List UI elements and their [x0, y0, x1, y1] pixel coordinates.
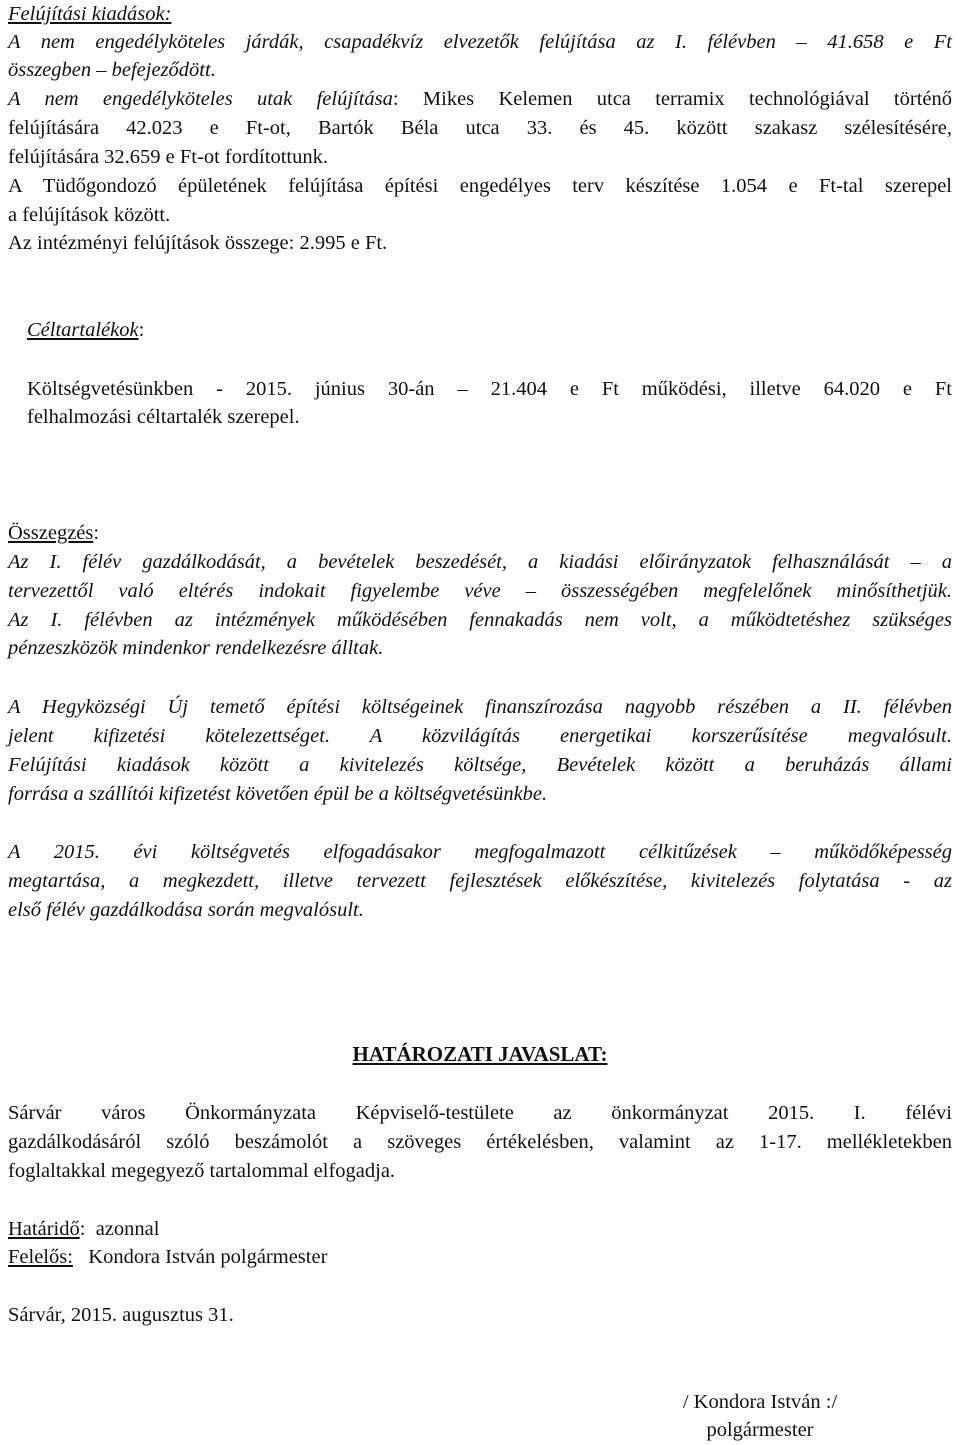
paragraph-line: Költségvetésünkben - 2015. június 30-án – 21.404 e Ft működési, illetve 64.020 e Ft — [27, 378, 952, 400]
section-heading-felujitasi: Felújítási kiadások: — [8, 3, 172, 25]
paragraph-line: gazdálkodásáról szóló beszámolót a szöveges értékelésben, valamint az 1-17. mellékletekben — [8, 1131, 952, 1153]
paragraph-line: felhalmozási céltartalék szerepel. — [27, 406, 300, 428]
responsible-value: Kondora István polgármester — [72, 1246, 328, 1268]
responsible-label: Felelős: — [8, 1246, 73, 1268]
paragraph-line: A 2015. évi költségvetés elfogadásakor megfogalmazott célkitűzések – működőképesség — [8, 841, 952, 863]
paragraph-line: Az I. félév gazdálkodását, a bevételek beszedését, a kiadási előirányzatok felhasználását – a — [8, 551, 952, 573]
paragraph-line: pénzeszközök mindenkor rendelkezésre álltak. — [8, 637, 384, 659]
paragraph-line: jelent kifizetési kötelezettséget. A közvilágítás energetikai korszerűsítése megvalósult. — [8, 725, 952, 747]
paragraph-line: A Tüdőgondozó épületének felújítása építési engedélyes terv készítése 1.054 e Ft-tal szerepel — [8, 175, 952, 197]
section-heading-osszegzes: Összegzés: — [8, 522, 100, 544]
paragraph-line: tervezettől való eltérés indokait figyelembe véve – összességében megfelelőnek minősíthetjük. — [8, 580, 952, 602]
text-run: : Mikes Kelemen utca terramix technológiával történő — [392, 88, 952, 110]
paragraph-line: Felújítási kiadások között a kivitelezés költsége, Bevételek között a beruházás állami — [8, 754, 952, 776]
paragraph-line: A nem engedélyköteles járdák, csapadékvíz elvezetők felújítása az I. félévben – 41.658 e Ft — [8, 31, 952, 53]
paragraph-line: első félév gazdálkodása során megvalósult. — [8, 899, 364, 921]
paragraph-line: felújítására 42.023 e Ft-ot, Bartók Béla utca 33. és 45. között szakasz szélesítésére, — [8, 117, 952, 139]
resolution-title: HATÁROZATI JAVASLAT: — [352, 1042, 608, 1066]
paragraph-line: foglaltakkal megegyező tartalommal elfogadja. — [8, 1160, 396, 1182]
paragraph-line: Sárvár város Önkormányzata Képviselő-testülete az önkormányzat 2015. I. félévi — [8, 1102, 952, 1124]
paragraph-line: a felújítások között. — [8, 204, 171, 226]
signature-name: / Kondora István :/ — [682, 1391, 838, 1413]
deadline-label: Határidő — [8, 1218, 80, 1240]
paragraph-line — [8, 85, 952, 114]
paragraph-line: forrása a szállítói kifizetést követően épül be a költségvetésünkbe. — [8, 783, 548, 805]
place-date: Sárvár, 2015. augusztus 31. — [8, 1304, 234, 1326]
paragraph-line: A Hegyközségi Új temető építési költségeinek finanszírozása nagyobb részében a II. félévben — [8, 696, 952, 718]
signature-title: polgármester — [706, 1419, 814, 1441]
responsible-line — [8, 1243, 327, 1272]
deadline-line: Határidő: azonnal — [8, 1218, 160, 1240]
paragraph-line: Az I. félévben az intézmények működésében fennakadás nem volt, a működtetéshez szükséges — [8, 609, 952, 631]
paragraph-line: megtartása, a megkezdett, illetve tervezett fejlesztések előkészítése, kivitelezés folytatása - az — [8, 870, 952, 892]
paragraph-line: Az intézményi felújítások összege: 2.995 e Ft. — [8, 232, 388, 254]
paragraph-line: felújítására 32.659 e Ft-ot fordítottunk. — [8, 146, 328, 168]
paragraph-line: összegben – befejeződött. — [8, 59, 216, 81]
italic-run: A nem engedélyköteles utak felújítása — [8, 88, 393, 110]
section-heading-celtartalek: Céltartalékok: — [27, 319, 145, 341]
deadline-value: azonnal — [85, 1218, 160, 1240]
